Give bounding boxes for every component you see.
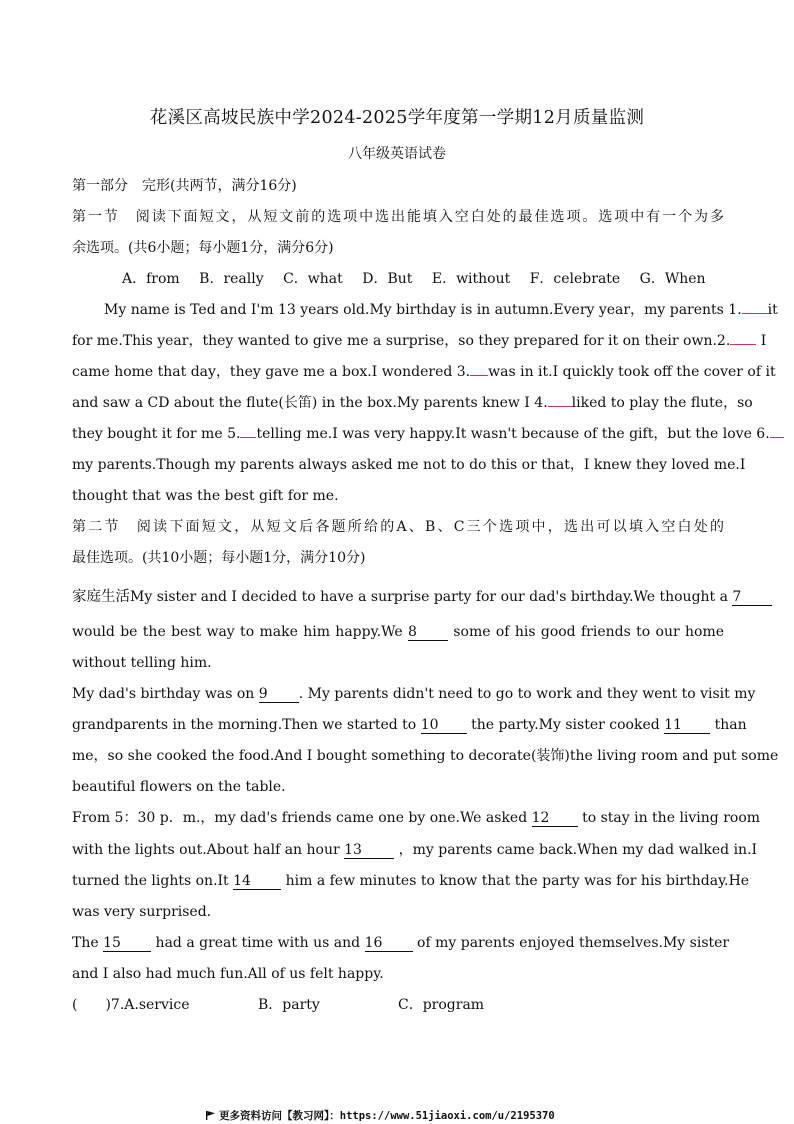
blank-3[interactable] [470,363,488,376]
flag-icon [206,1111,215,1120]
question-7-option-c[interactable]: C．program [398,997,485,1013]
passage1-text: it [767,302,778,318]
section1-instruction-line1: 第一节 阅读下面短文，从短文前的选项中选出能填入空白处的最佳选项。选项中有一个为多 [72,209,724,225]
passage2-line: me，so she cooked the food.And I bought something to decorate(装饰)the living room and put some [72,748,779,764]
passage2-tag: 家庭生活 [72,589,130,605]
passage2-text: than [714,717,747,733]
passage1-text: and saw a CD about the flute(长笛) in the box.My parents knew I 4. [72,395,548,411]
question-7[interactable] [72,995,724,1015]
blank-15[interactable]: 15 [103,935,151,952]
question-7-option-b[interactable]: B．party [258,997,320,1013]
page-subtitle: 八年级英语试卷 [348,146,446,162]
option-f: F．celebrate [529,271,621,287]
passage1-line [72,331,767,351]
passage2-text: of my parents enjoyed themselves.My sister [417,935,730,951]
passage2-line [72,808,761,828]
passage1-text: I [760,333,767,349]
passage2-text: some of his good friends to our home [453,624,725,640]
blank-4[interactable] [548,394,572,407]
page-title: 花溪区高坡民族中学2024-2025学年度第一学期12月质量监测 [149,108,645,128]
option-list [122,269,706,289]
passage1-line [72,424,770,444]
passage1-text: came home that day，they gave me a box.I wondered 3. [72,364,471,380]
section2-instruction-line1: 第二节 阅读下面短文，从短文后各题所给的A、B、C三个选项中，选出可以填入空白处的 [72,519,724,535]
option-e: E．without [431,271,511,287]
passage2-line [72,587,742,607]
blank-7[interactable]: 7 [732,589,772,606]
option-g: G．When [639,271,706,287]
passage2-text: My dad's birthday was on [72,686,255,702]
passage2-text: to stay in the living room [582,810,761,826]
passage1-line [104,300,778,320]
passage1-text: My name is Ted and I'm 13 years old.My birthday is in autumn.Every year，my parents 1. [104,302,742,318]
option-d: D．But [362,271,413,287]
passage2-line: without telling him. [72,655,212,671]
passage1-line: my parents.Though my parents always asked me not to do this or that，I knew they loved me.I [72,457,746,473]
passage2-line: beautiful flowers on the table. [72,779,286,795]
blank-13[interactable]: 13 [344,842,394,859]
passage2-text: The [72,935,99,951]
passage2-text: grandparents in the morning.Then we started to [72,717,417,733]
passage2-line [72,933,730,953]
blank-14[interactable]: 14 [233,873,281,890]
blank-12[interactable]: 12 [532,810,578,827]
passage2-text: ，my parents came back.When my dad walked in.I [398,842,758,858]
option-a: A．from [122,271,180,287]
passage1-line [72,362,776,382]
blank-2[interactable] [730,332,756,345]
passage2-line [72,622,724,642]
passage2-line [72,840,758,860]
blank-8[interactable]: 8 [408,624,448,641]
blank-5[interactable] [240,425,256,438]
passage2-line: and I also had much fun.All of us felt happy. [72,966,384,982]
blank-10[interactable]: 10 [421,717,467,734]
question-7-option-a[interactable]: ( )7.A.service [72,997,190,1013]
passage2-line [72,684,756,704]
passage2-text: would be the best way to make him happy.We [72,624,403,640]
passage1-text: they bought it for me 5. [72,426,241,442]
passage2-text: . My parents didn't need to go to work and they went to visit my [298,686,756,702]
blank-1[interactable] [742,301,768,314]
passage1-text: liked to play the flute，so [571,395,753,411]
passage2-text: turned the lights on.It [72,873,229,889]
part1-heading: 第一部分 完形(共两节，满分16分) [72,178,297,194]
blank-11[interactable]: 11 [664,717,710,734]
passage2-text: From 5：30 p．m.，my dad's friends came one by one.We asked [72,810,528,826]
passage1-text: telling me.I was very happy.It wasn't because of the gift，but the love 6. [256,426,770,442]
passage1-line [72,393,753,413]
blank-6[interactable] [770,425,784,438]
footer-text: 更多资料访问【教习网】：https://www.51jiaoxi.com/u/2195370 [219,1110,555,1122]
option-c: C．what [283,271,343,287]
passage2-line [72,871,750,891]
passage2-text: had a great time with us and [155,935,361,951]
passage2-text: My sister and I decided to have a surprise party for our dad's birthday.We thought a [130,589,728,605]
option-b: B．really [199,271,264,287]
blank-16[interactable]: 16 [365,935,413,952]
passage1-text: for me.This year，they wanted to give me a surprise，so they prepared for it on their own.2. [72,333,731,349]
passage2-line: was very surprised. [72,904,212,920]
blank-9[interactable]: 9 [259,686,299,703]
section2-instruction-line2: 最佳选项。(共10小题；每小题1分，满分10分) [72,550,366,566]
passage1-text: was in it.I quickly took off the cover of it [488,364,776,380]
footer-link[interactable] [206,1108,555,1123]
passage2-text: him a few minutes to know that the party was for his birthday.He [285,873,750,889]
section1-instruction-line2: 余选项。(共6小题；每小题1分，满分6分) [72,240,334,256]
passage2-text: with the lights out.About half an hour [72,842,340,858]
passage1-line: thought that was the best gift for me. [72,488,339,504]
passage2-text: the party.My sister cooked [471,717,660,733]
passage2-line [72,715,747,735]
